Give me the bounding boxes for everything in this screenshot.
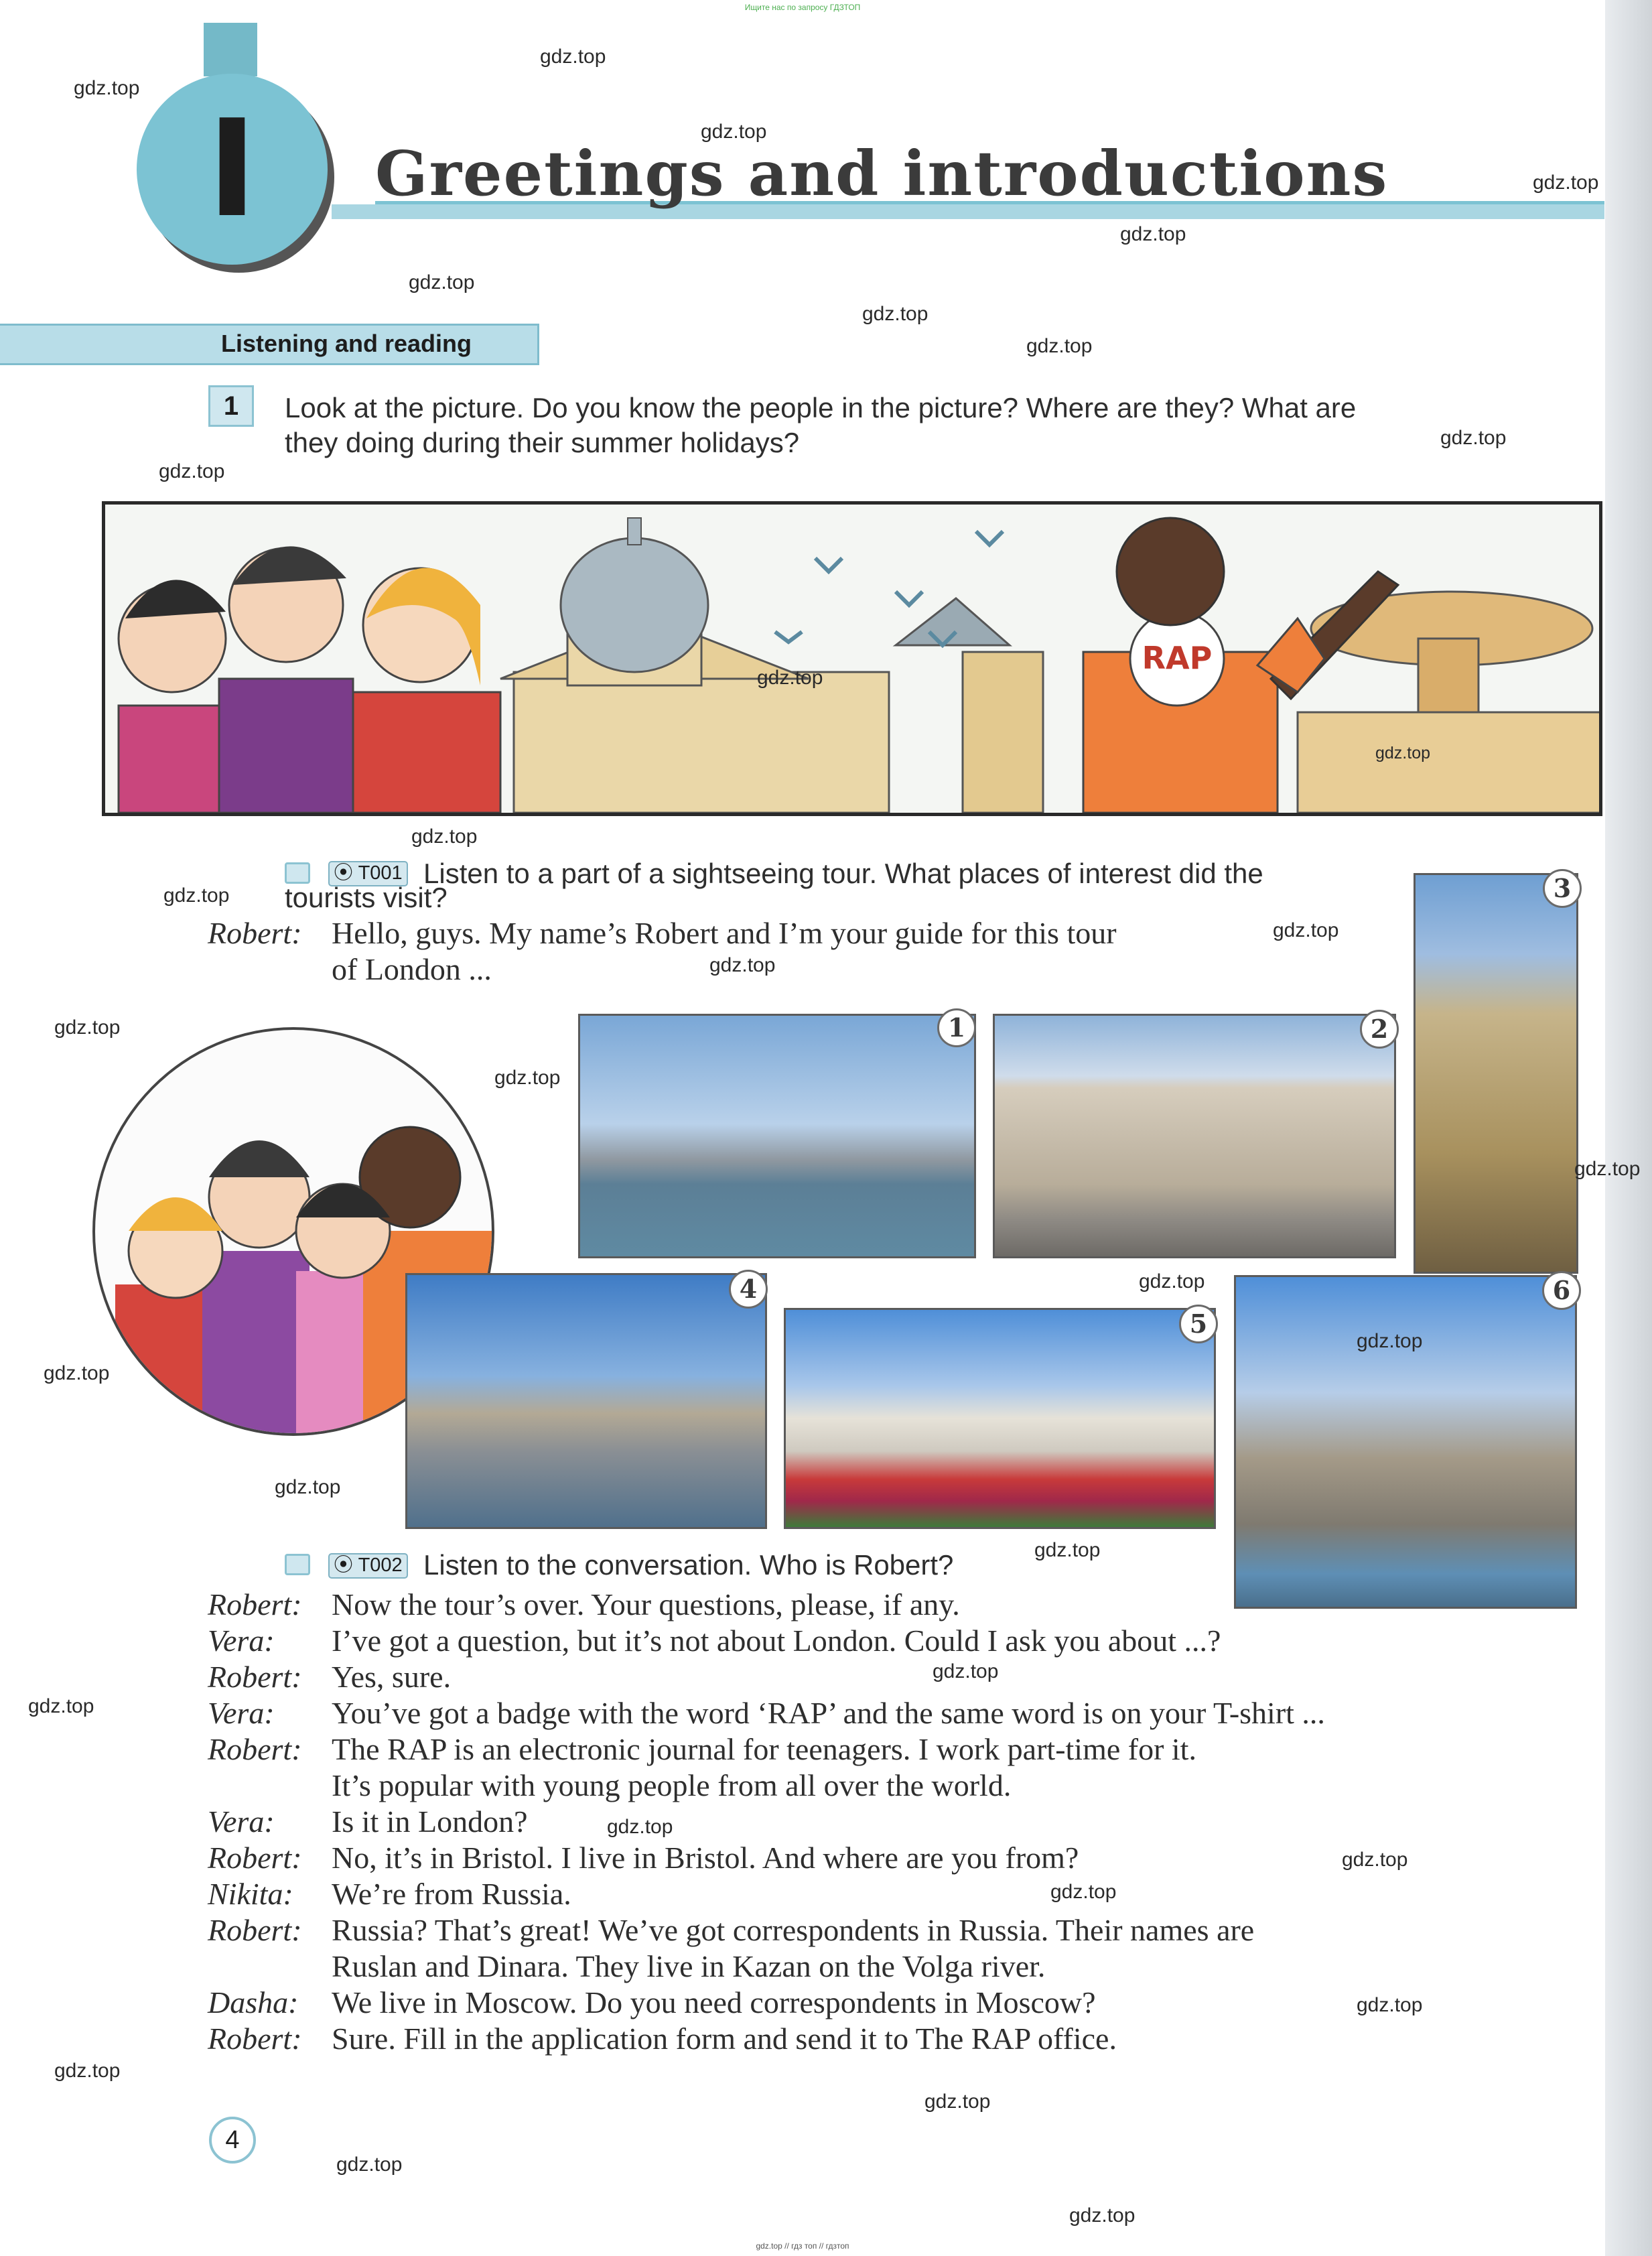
exercise2-speaker: Robert: bbox=[208, 916, 302, 950]
dialogue-speaker: Vera: bbox=[208, 1696, 275, 1730]
photo-badge-5: 5 bbox=[1179, 1305, 1218, 1343]
watermark: gdz.top bbox=[1050, 1881, 1117, 1903]
watermark: gdz.top bbox=[1120, 223, 1186, 245]
watermark: gdz.top bbox=[1034, 1539, 1101, 1561]
watermark: gdz.top bbox=[54, 1016, 121, 1039]
watermark: gdz.top bbox=[1357, 1330, 1423, 1352]
unit-tab bbox=[204, 23, 257, 76]
exercise2-speech-line2: of London ... bbox=[332, 952, 492, 986]
watermark: gdz.top bbox=[74, 77, 140, 99]
watermark: gdz.top bbox=[494, 1067, 561, 1089]
dialogue-speaker: Robert: bbox=[208, 2021, 302, 2056]
watermark: gdz.top bbox=[54, 2060, 121, 2082]
unit-number: I bbox=[207, 91, 257, 247]
dialogue-line: Now the tour’s over. Your questions, please, if any. bbox=[332, 1587, 960, 1621]
exercise3-checkbox[interactable] bbox=[285, 1554, 310, 1575]
dialogue-line: The RAP is an electronic journal for teenagers. I work part-time for it. bbox=[332, 1732, 1196, 1766]
watermark: gdz.top bbox=[1139, 1270, 1205, 1292]
dialogue-speaker: Robert: bbox=[208, 1913, 302, 1947]
watermark: gdz.top bbox=[607, 1816, 673, 1838]
exercise1-line1: Look at the picture. Do you know the people in the picture? Where are they? What are bbox=[285, 392, 1357, 423]
photo-trafalgar-square bbox=[1234, 1275, 1577, 1609]
exercise2-line1: Listen to a part of a sightseeing tour. What places of interest did the bbox=[423, 858, 1263, 889]
watermark: gdz.top bbox=[163, 884, 230, 907]
watermark: gdz.top bbox=[1069, 2204, 1135, 2227]
tshirt-text: RAP bbox=[1142, 640, 1213, 676]
dialogue-line: Ruslan and Dinara. They live in Kazan on the Volga river. bbox=[332, 1949, 1046, 1983]
watermark: gdz.top bbox=[540, 46, 606, 68]
dialogue-line: You’ve got a badge with the word ‘RAP’ and the same word is on your T-shirt ... bbox=[332, 1696, 1325, 1730]
dialogue-speaker: Vera: bbox=[208, 1623, 275, 1658]
exercise3-prompt: Listen to the conversation. Who is Robert? bbox=[423, 1549, 954, 1581]
watermark: gdz.top bbox=[275, 1476, 341, 1498]
watermark: gdz.top bbox=[924, 2091, 991, 2113]
watermark: gdz.top bbox=[159, 460, 225, 482]
dialogue-line: Sure. Fill in the application form and send it to The RAP office. bbox=[332, 2021, 1117, 2056]
track-label: T002 bbox=[358, 1554, 403, 1576]
watermark: gdz.top bbox=[1357, 1994, 1423, 2016]
street-illustration bbox=[102, 501, 1602, 816]
exercise-number-1: 1 bbox=[208, 385, 254, 427]
watermark: gdz.top bbox=[44, 1362, 110, 1384]
watermark: gdz.top bbox=[862, 303, 928, 325]
dialogue-line: We’re from Russia. bbox=[332, 1877, 571, 1911]
dialogue-line: It’s popular with young people from all over the world. bbox=[332, 1768, 1012, 1802]
watermark: gdz.top bbox=[933, 1660, 999, 1682]
photo-badge-2: 2 bbox=[1360, 1010, 1399, 1049]
dialogue-speaker: Nikita: bbox=[208, 1877, 293, 1911]
dialogue-speaker: Robert: bbox=[208, 1660, 302, 1694]
dialogue-line: Yes, sure. bbox=[332, 1660, 452, 1694]
dialogue-line: Russia? That’s great! We’ve got correspondents in Russia. Their names are bbox=[332, 1913, 1255, 1947]
exercise2-speech-line1: Hello, guys. My name’s Robert and I’m your guide for this tour bbox=[332, 916, 1117, 950]
watermark: gdz.top bbox=[1533, 172, 1599, 194]
watermark: gdz.top bbox=[1342, 1849, 1408, 1871]
watermark: gdz.top bbox=[411, 825, 478, 848]
watermark: gdz.top bbox=[757, 667, 823, 689]
watermark: gdz.top bbox=[1026, 335, 1093, 357]
watermark: gdz.top bbox=[1574, 1158, 1641, 1180]
watermark: gdz.top bbox=[336, 2153, 403, 2176]
audio-icon: ⦿ bbox=[334, 862, 354, 884]
dialogue-line: I’ve got a question, but it’s not about London. Could I ask you about ...? bbox=[332, 1623, 1221, 1658]
page-number: 4 bbox=[209, 2117, 256, 2164]
photo-big-ben bbox=[1414, 873, 1578, 1274]
audio-icon: ⦿ bbox=[334, 1554, 354, 1576]
watermark: gdz.top bbox=[701, 121, 767, 143]
watermark: gdz.top bbox=[1440, 427, 1507, 449]
dialogue-line: No, it’s in Bristol. I live in Bristol. And where are you from? bbox=[332, 1841, 1079, 1875]
page-edge-shadow bbox=[1605, 0, 1652, 2256]
watermark: gdz.top bbox=[1273, 919, 1339, 941]
watermark: gdz.top bbox=[409, 271, 475, 293]
photo-tower-bridge bbox=[405, 1273, 767, 1529]
dialogue-speaker: Robert: bbox=[208, 1587, 302, 1621]
photo-badge-1: 1 bbox=[937, 1008, 976, 1047]
watermark: gdz.top bbox=[1375, 744, 1431, 762]
exercise1-line2: they doing during their summer holidays? bbox=[285, 427, 800, 458]
dialogue-speaker: Robert: bbox=[208, 1732, 302, 1766]
watermark: gdz.top bbox=[709, 954, 776, 976]
photo-badge-3: 3 bbox=[1543, 869, 1582, 908]
photo-buckingham-palace bbox=[784, 1308, 1216, 1529]
section-label: Listening and reading bbox=[221, 330, 472, 357]
exercise2-line2: tourists visit? bbox=[285, 882, 448, 913]
dialogue-line: We live in Moscow. Do you need correspondents in Moscow? bbox=[332, 1985, 1096, 2019]
track-label: T001 bbox=[358, 862, 403, 884]
photo-national-gallery bbox=[993, 1014, 1396, 1258]
dialogue-line: Is it in London? bbox=[332, 1804, 528, 1839]
dialogue-speaker: Vera: bbox=[208, 1804, 275, 1839]
watermark: gdz.top bbox=[28, 1695, 94, 1717]
dialogue-speaker: Robert: bbox=[208, 1841, 302, 1875]
dialogue-speaker: Dasha: bbox=[208, 1985, 299, 2019]
photo-badge-6: 6 bbox=[1542, 1271, 1581, 1310]
bottom-note: gdz.top // гдз топ // гдзтоп bbox=[756, 2241, 849, 2251]
top-note: Ищите нас по запросу ГДЗТОП bbox=[744, 3, 861, 12]
unit-title: Greetings and introductions bbox=[375, 137, 1389, 210]
exercise3-audio-track[interactable] bbox=[328, 1553, 408, 1579]
illustration-drawing bbox=[105, 505, 1599, 813]
photo-badge-4: 4 bbox=[729, 1270, 768, 1309]
photo-houses-of-parliament bbox=[578, 1014, 976, 1258]
